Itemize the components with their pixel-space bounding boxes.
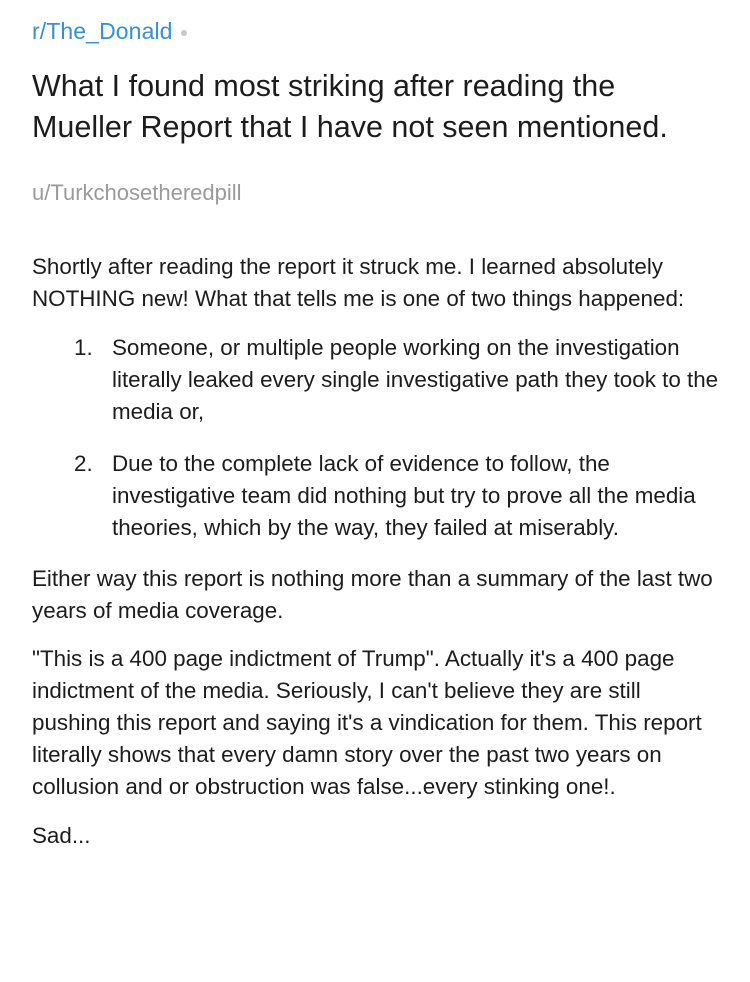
list-item-text: Due to the complete lack of evidence to follow, the investigative team did nothing but try to prove all the media theories, which by the way, they failed at miserably.	[112, 451, 696, 540]
post-header	[32, 18, 187, 45]
post-body	[32, 251, 722, 852]
subreddit-link[interactable]: r/The_Donald	[32, 18, 173, 44]
post-author-link[interactable]: u/Turkchosetheredpill	[32, 180, 242, 205]
body-paragraph: Shortly after reading the report it struck me. I learned absolutely NOTHING new! What that tells me is one of two things happened:	[32, 254, 685, 311]
list-item-text: Someone, or multiple people working on the investigation literally leaked every single investigative path they took to the media or,	[112, 335, 719, 424]
body-paragraph: "This is a 400 page indictment of Trump". Actually it's a 400 page indictment of the media. Seriously, I can't believe they are still pushing this report and saying it's a vindication for them. This report literally shows that every damn story over the past two years on collusion and or obstruction was false...every stinking one!.	[32, 646, 702, 799]
post-title: What I found most striking after reading the Mueller Report that I have not seen mentioned.	[32, 69, 668, 144]
body-paragraph: Either way this report is nothing more than a summary of the last two years of media coverage.	[32, 566, 713, 623]
body-paragraph: Sad...	[32, 823, 91, 848]
numbered-list	[32, 332, 722, 544]
list-item	[32, 332, 722, 428]
list-item-number: 1.	[74, 335, 93, 360]
list-item	[32, 448, 722, 544]
separator-dot-icon	[181, 30, 187, 36]
list-item-number: 2.	[74, 451, 93, 476]
